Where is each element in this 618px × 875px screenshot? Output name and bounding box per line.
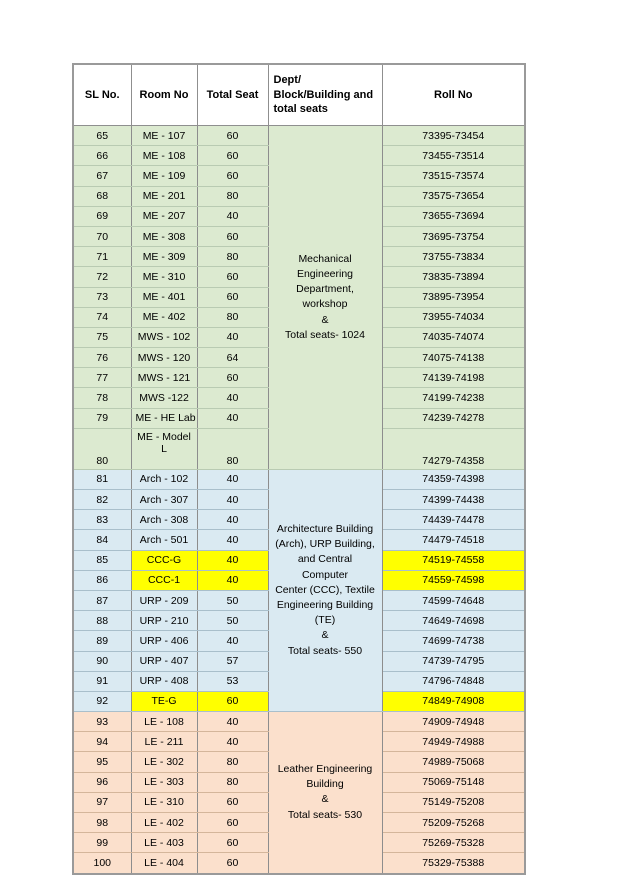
cell-total-seat: 80 bbox=[197, 772, 268, 792]
cell-roll-no: 75069-75148 bbox=[382, 772, 525, 792]
cell-roll-no: 73455-73514 bbox=[382, 146, 525, 166]
cell-roll-no: 73895-73954 bbox=[382, 287, 525, 307]
dept-text-line: Center (CCC), Textile bbox=[275, 583, 375, 596]
cell-room-no: ME - 308 bbox=[131, 226, 197, 246]
cell-total-seat: 60 bbox=[197, 166, 268, 186]
cell-roll-no: 74849-74908 bbox=[382, 691, 525, 711]
cell-total-seat: 80 bbox=[197, 752, 268, 772]
dept-text-line: Department, bbox=[296, 283, 354, 296]
cell-roll-no: 74649-74698 bbox=[382, 611, 525, 631]
cell-room-no: LE - 303 bbox=[131, 772, 197, 792]
dept-text-line: Total seats- 530 bbox=[287, 808, 363, 821]
cell-total-seat: 40 bbox=[197, 530, 268, 550]
cell-room-no: Arch - 308 bbox=[131, 510, 197, 530]
cell-room-no: ME - HE Lab bbox=[131, 408, 197, 428]
cell-roll-no: 73655-73694 bbox=[382, 206, 525, 226]
cell-room-no: ME - 310 bbox=[131, 267, 197, 287]
cell-total-seat: 80 bbox=[197, 247, 268, 267]
cell-sl-no: 83 bbox=[73, 510, 131, 530]
cell-sl-no: 91 bbox=[73, 671, 131, 691]
dept-text-line: and Central Computer bbox=[297, 553, 353, 581]
cell-sl-no: 74 bbox=[73, 307, 131, 327]
cell-total-seat: 60 bbox=[197, 813, 268, 833]
cell-sl-no: 86 bbox=[73, 570, 131, 590]
cell-total-seat: 40 bbox=[197, 570, 268, 590]
cell-total-seat: 60 bbox=[197, 368, 268, 388]
header-row bbox=[73, 64, 525, 126]
cell-roll-no: 74479-74518 bbox=[382, 530, 525, 550]
column-header-sl-no: SL No. bbox=[73, 64, 131, 126]
cell-roll-no: 74359-74398 bbox=[382, 469, 525, 489]
cell-total-seat: 40 bbox=[197, 732, 268, 752]
cell-room-no: ME - 109 bbox=[131, 166, 197, 186]
dept-text-line: Engineering bbox=[296, 267, 354, 280]
cell-room-no: URP - 408 bbox=[131, 671, 197, 691]
dept-header-line-1: Dept/ bbox=[273, 74, 301, 87]
cell-room-no: MWS - 120 bbox=[131, 348, 197, 368]
cell-roll-no: 74035-74074 bbox=[382, 327, 525, 347]
cell-room-no: ME - 201 bbox=[131, 186, 197, 206]
cell-sl-no: 77 bbox=[73, 368, 131, 388]
column-header-roll-no: Roll No bbox=[382, 64, 525, 126]
cell-total-seat: 40 bbox=[197, 327, 268, 347]
cell-total-seat: 40 bbox=[197, 469, 268, 489]
cell-sl-no: 89 bbox=[73, 631, 131, 651]
cell-sl-no: 99 bbox=[73, 833, 131, 853]
cell-roll-no: 73515-73574 bbox=[382, 166, 525, 186]
cell-total-seat: 40 bbox=[197, 510, 268, 530]
cell-sl-no: 96 bbox=[73, 772, 131, 792]
cell-room-no: LE - 404 bbox=[131, 853, 197, 874]
cell-room-no: Arch - 501 bbox=[131, 530, 197, 550]
dept-text-line: (Arch), URP Building, bbox=[275, 538, 375, 551]
cell-total-seat: 53 bbox=[197, 671, 268, 691]
cell-roll-no: 73755-73834 bbox=[382, 247, 525, 267]
cell-room-no: Arch - 307 bbox=[131, 490, 197, 510]
cell-roll-no: 74559-74598 bbox=[382, 570, 525, 590]
cell-sl-no: 72 bbox=[73, 267, 131, 287]
cell-sl-no: 75 bbox=[73, 327, 131, 347]
cell-dept-block-building-leather bbox=[268, 712, 382, 874]
cell-roll-no: 74239-74278 bbox=[382, 408, 525, 428]
cell-room-no: LE - 402 bbox=[131, 813, 197, 833]
table-row bbox=[73, 126, 525, 146]
dept-text-line: workshop bbox=[302, 298, 348, 311]
cell-sl-no: 80 bbox=[73, 428, 131, 469]
cell-sl-no: 84 bbox=[73, 530, 131, 550]
cell-room-no: ME - 207 bbox=[131, 206, 197, 226]
cell-sl-no: 76 bbox=[73, 348, 131, 368]
dept-text-line: (TE) bbox=[314, 614, 336, 627]
cell-sl-no: 65 bbox=[73, 126, 131, 146]
cell-room-no: URP - 406 bbox=[131, 631, 197, 651]
cell-room-no: URP - 209 bbox=[131, 590, 197, 610]
cell-roll-no: 73395-73454 bbox=[382, 126, 525, 146]
cell-sl-no: 95 bbox=[73, 752, 131, 772]
cell-total-seat: 60 bbox=[197, 146, 268, 166]
cell-room-no: ME - 401 bbox=[131, 287, 197, 307]
dept-text-line: Total seats- 550 bbox=[287, 644, 363, 657]
cell-roll-no: 74519-74558 bbox=[382, 550, 525, 570]
cell-room-no: LE - 403 bbox=[131, 833, 197, 853]
cell-room-no: LE - 211 bbox=[131, 732, 197, 752]
cell-dept-block-building-mechanical bbox=[268, 126, 382, 470]
dept-text-line: & bbox=[321, 793, 329, 806]
cell-total-seat: 50 bbox=[197, 611, 268, 631]
cell-total-seat: 80 bbox=[197, 307, 268, 327]
dept-text-line: Total seats- 1024 bbox=[285, 328, 365, 341]
cell-sl-no: 98 bbox=[73, 813, 131, 833]
cell-total-seat: 60 bbox=[197, 792, 268, 812]
cell-room-no: LE - 108 bbox=[131, 712, 197, 732]
cell-room-no: CCC-1 bbox=[131, 570, 197, 590]
cell-dept-block-building-architecture bbox=[268, 469, 382, 711]
cell-roll-no: 75209-75268 bbox=[382, 813, 525, 833]
cell-room-no: ME - 107 bbox=[131, 126, 197, 146]
cell-room-no: URP - 210 bbox=[131, 611, 197, 631]
cell-sl-no: 79 bbox=[73, 408, 131, 428]
cell-roll-no: 73955-74034 bbox=[382, 307, 525, 327]
table-row bbox=[73, 712, 525, 732]
cell-sl-no: 88 bbox=[73, 611, 131, 631]
cell-total-seat: 60 bbox=[197, 126, 268, 146]
cell-sl-no: 93 bbox=[73, 712, 131, 732]
dept-text-line: Mechanical bbox=[298, 252, 352, 265]
cell-total-seat: 40 bbox=[197, 206, 268, 226]
dept-text-line: & bbox=[321, 629, 329, 642]
cell-sl-no: 90 bbox=[73, 651, 131, 671]
cell-sl-no: 70 bbox=[73, 226, 131, 246]
cell-room-no: TE-G bbox=[131, 691, 197, 711]
cell-room-no: Arch - 102 bbox=[131, 469, 197, 489]
cell-roll-no: 75149-75208 bbox=[382, 792, 525, 812]
cell-sl-no: 97 bbox=[73, 792, 131, 812]
cell-roll-no: 74699-74738 bbox=[382, 631, 525, 651]
dept-text-line: Leather Engineering bbox=[277, 762, 373, 775]
cell-room-no: URP - 407 bbox=[131, 651, 197, 671]
cell-roll-no: 74989-75068 bbox=[382, 752, 525, 772]
column-header-room-no: Room No bbox=[131, 64, 197, 126]
cell-sl-no: 68 bbox=[73, 186, 131, 206]
cell-total-seat: 40 bbox=[197, 408, 268, 428]
cell-roll-no: 74739-74795 bbox=[382, 651, 525, 671]
cell-sl-no: 67 bbox=[73, 166, 131, 186]
table-header bbox=[73, 64, 525, 126]
cell-total-seat: 60 bbox=[197, 853, 268, 874]
dept-text-line: Engineering Building bbox=[276, 599, 374, 612]
cell-total-seat: 40 bbox=[197, 712, 268, 732]
cell-total-seat: 80 bbox=[197, 186, 268, 206]
cell-roll-no: 74439-74478 bbox=[382, 510, 525, 530]
cell-total-seat: 64 bbox=[197, 348, 268, 368]
dept-header-line-3: total seats bbox=[273, 103, 328, 116]
cell-total-seat: 80 bbox=[197, 428, 268, 469]
dept-text-line: & bbox=[321, 313, 329, 326]
cell-roll-no: 73695-73754 bbox=[382, 226, 525, 246]
cell-sl-no: 66 bbox=[73, 146, 131, 166]
cell-total-seat: 40 bbox=[197, 388, 268, 408]
cell-total-seat: 60 bbox=[197, 226, 268, 246]
cell-room-no: ME - 402 bbox=[131, 307, 197, 327]
cell-sl-no: 100 bbox=[73, 853, 131, 874]
cell-room-no: MWS -122 bbox=[131, 388, 197, 408]
cell-total-seat: 60 bbox=[197, 691, 268, 711]
cell-sl-no: 82 bbox=[73, 490, 131, 510]
cell-roll-no: 74399-74438 bbox=[382, 490, 525, 510]
table-row bbox=[73, 469, 525, 489]
cell-roll-no: 74599-74648 bbox=[382, 590, 525, 610]
cell-total-seat: 50 bbox=[197, 590, 268, 610]
seat-plan-table-container bbox=[72, 63, 524, 875]
cell-sl-no: 92 bbox=[73, 691, 131, 711]
seat-plan-table bbox=[72, 63, 526, 875]
cell-sl-no: 78 bbox=[73, 388, 131, 408]
cell-roll-no: 74139-74198 bbox=[382, 368, 525, 388]
cell-sl-no: 71 bbox=[73, 247, 131, 267]
cell-roll-no: 74199-74238 bbox=[382, 388, 525, 408]
table-body bbox=[73, 126, 525, 874]
cell-total-seat: 57 bbox=[197, 651, 268, 671]
cell-sl-no: 85 bbox=[73, 550, 131, 570]
cell-room-no: LE - 310 bbox=[131, 792, 197, 812]
dept-text-line: Architecture Building bbox=[276, 522, 374, 535]
cell-roll-no: 74075-74138 bbox=[382, 348, 525, 368]
cell-roll-no: 74279-74358 bbox=[382, 428, 525, 469]
cell-roll-no: 75269-75328 bbox=[382, 833, 525, 853]
cell-roll-no: 74949-74988 bbox=[382, 732, 525, 752]
cell-roll-no: 74796-74848 bbox=[382, 671, 525, 691]
column-header-total-seat: Total Seat bbox=[197, 64, 268, 126]
cell-total-seat: 60 bbox=[197, 267, 268, 287]
cell-room-no: LE - 302 bbox=[131, 752, 197, 772]
cell-total-seat: 60 bbox=[197, 287, 268, 307]
dept-text-line: Building bbox=[306, 778, 344, 791]
cell-roll-no: 73575-73654 bbox=[382, 186, 525, 206]
cell-room-no: MWS - 121 bbox=[131, 368, 197, 388]
cell-room-no: ME - Model L bbox=[131, 428, 197, 469]
cell-roll-no: 75329-75388 bbox=[382, 853, 525, 874]
column-header-dept-block-building bbox=[268, 64, 382, 126]
cell-roll-no: 73835-73894 bbox=[382, 267, 525, 287]
cell-roll-no: 74909-74948 bbox=[382, 712, 525, 732]
cell-total-seat: 40 bbox=[197, 631, 268, 651]
cell-total-seat: 40 bbox=[197, 550, 268, 570]
cell-room-no: MWS - 102 bbox=[131, 327, 197, 347]
cell-room-no: ME - 108 bbox=[131, 146, 197, 166]
cell-sl-no: 81 bbox=[73, 469, 131, 489]
cell-sl-no: 69 bbox=[73, 206, 131, 226]
cell-sl-no: 73 bbox=[73, 287, 131, 307]
cell-room-no: CCC-G bbox=[131, 550, 197, 570]
cell-sl-no: 87 bbox=[73, 590, 131, 610]
cell-room-no: ME - 309 bbox=[131, 247, 197, 267]
dept-header-line-2: Block/Building and bbox=[273, 88, 374, 101]
cell-sl-no: 94 bbox=[73, 732, 131, 752]
cell-total-seat: 40 bbox=[197, 490, 268, 510]
cell-total-seat: 60 bbox=[197, 833, 268, 853]
